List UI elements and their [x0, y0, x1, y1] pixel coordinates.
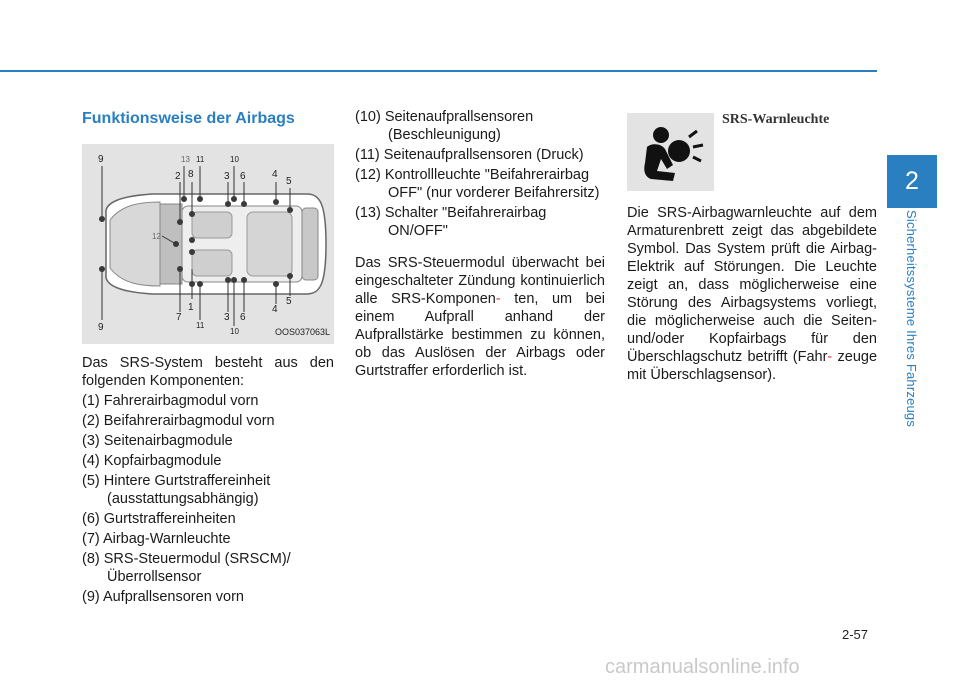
fig-label: 13: [181, 155, 190, 164]
warning-title: SRS-Warnleuchte: [722, 112, 830, 127]
fig-label: 11: [196, 155, 205, 164]
component-item: (8) SRS-Steuermodul (SRSCM)/Überrollsensor: [82, 551, 291, 585]
fig-label: 2: [175, 171, 181, 182]
chapter-number: 2: [905, 167, 919, 195]
component-item: (10) Seitenaufprallsensoren (Beschleunigung): [355, 109, 534, 143]
hyphen-mark: -: [827, 349, 833, 365]
component-item: (1) Fahrerairbagmodul vorn: [82, 393, 259, 409]
paragraph-text: zeuge mit Überschlagsensor).: [627, 349, 878, 383]
intro-text: Das SRS-System besteht aus den folgenden Komponenten:: [82, 355, 334, 389]
component-item: (11) Seitenaufprallsensoren (Druck): [355, 147, 584, 163]
header-rule: [0, 70, 877, 72]
component-item: (5) Hintere Gurtstraffereinheit (ausstattungsabhängig): [82, 473, 271, 507]
paragraph-text: Das SRS-Steuermodul überwacht bei eingeschalteter Zündung kontinuierlich alle SRS-Komponen: [355, 255, 605, 307]
fig-label: 1: [188, 302, 194, 313]
fig-label: 12: [152, 232, 161, 241]
fig-label: 3: [224, 312, 230, 323]
control-module-paragraph: [355, 254, 605, 380]
column-middle: [355, 108, 605, 380]
car-topview-diagram: [82, 144, 334, 344]
fig-label: 9: [98, 154, 104, 165]
paragraph-text: ten, um bei einem Aufprall anhand der Aufprallstärke bestimmen zu können, ob das Auslösen der Airbags oder Gurtstraffer erforderlich ist.: [355, 291, 605, 379]
fig-label: 11: [196, 321, 205, 330]
watermark: carmanualsonline.info: [605, 656, 800, 678]
paragraph-text: Die SRS-Airbagwarnleuchte auf dem Armaturenbrett zeigt das abgebildete Symbol. Das System prüft die Airbag-Elektrik auf Störungen. Die Leuchte zeigt an, dass möglicherweise eine Störung des Airbagsystems vorliegt, die möglicherweise auch die Seiten- und/oder Kopfairbags für den Überschlagschutz betrifft (Fahr: [627, 205, 877, 365]
column-left: [82, 108, 334, 606]
warning-paragraph: [627, 204, 877, 384]
chapter-title: Sicherheitssysteme Ihres Fahrzeugs: [904, 210, 919, 428]
fig-label: 10: [230, 327, 239, 336]
airbag-layout-figure: [82, 144, 334, 344]
airbag-warning-icon: [627, 113, 714, 191]
component-item: (3) Seitenairbagmodule: [82, 433, 233, 449]
fig-label: 3: [224, 171, 230, 182]
fig-label: 4: [272, 169, 278, 180]
component-item: (2) Beifahrerairbagmodul vorn: [82, 413, 275, 429]
fig-label: 8: [188, 169, 194, 180]
fig-label: 5: [286, 296, 292, 307]
component-item: (12) Kontrollleuchte "Beifahrerairbag OFF" (nur vorderer Beifahrersitz): [355, 167, 600, 201]
fig-label: 5: [286, 176, 292, 187]
fig-label: 10: [230, 155, 239, 164]
warning-header: [627, 108, 877, 188]
fig-label: 9: [98, 322, 104, 333]
component-item: (4) Kopfairbagmodule: [82, 453, 222, 469]
section-title: Funktionsweise der Airbags: [82, 110, 295, 127]
chapter-tab: [887, 155, 937, 208]
component-item: (6) Gurtstraffereinheiten: [82, 511, 236, 527]
hyphen-mark: -: [495, 291, 501, 307]
column-right: [627, 108, 877, 384]
component-item: (7) Airbag-Warnleuchte: [82, 531, 231, 547]
fig-label: 6: [240, 312, 246, 323]
fig-label: 7: [176, 312, 182, 323]
fig-label: 4: [272, 304, 278, 315]
component-item: (13) Schalter "Beifahrerairbag ON/OFF": [355, 205, 547, 239]
component-item: (9) Aufprallsensoren vorn: [82, 589, 244, 605]
figure-code: OOS037063L: [274, 327, 330, 337]
page-number: 2-57: [842, 627, 869, 642]
fig-label: 6: [240, 171, 246, 182]
